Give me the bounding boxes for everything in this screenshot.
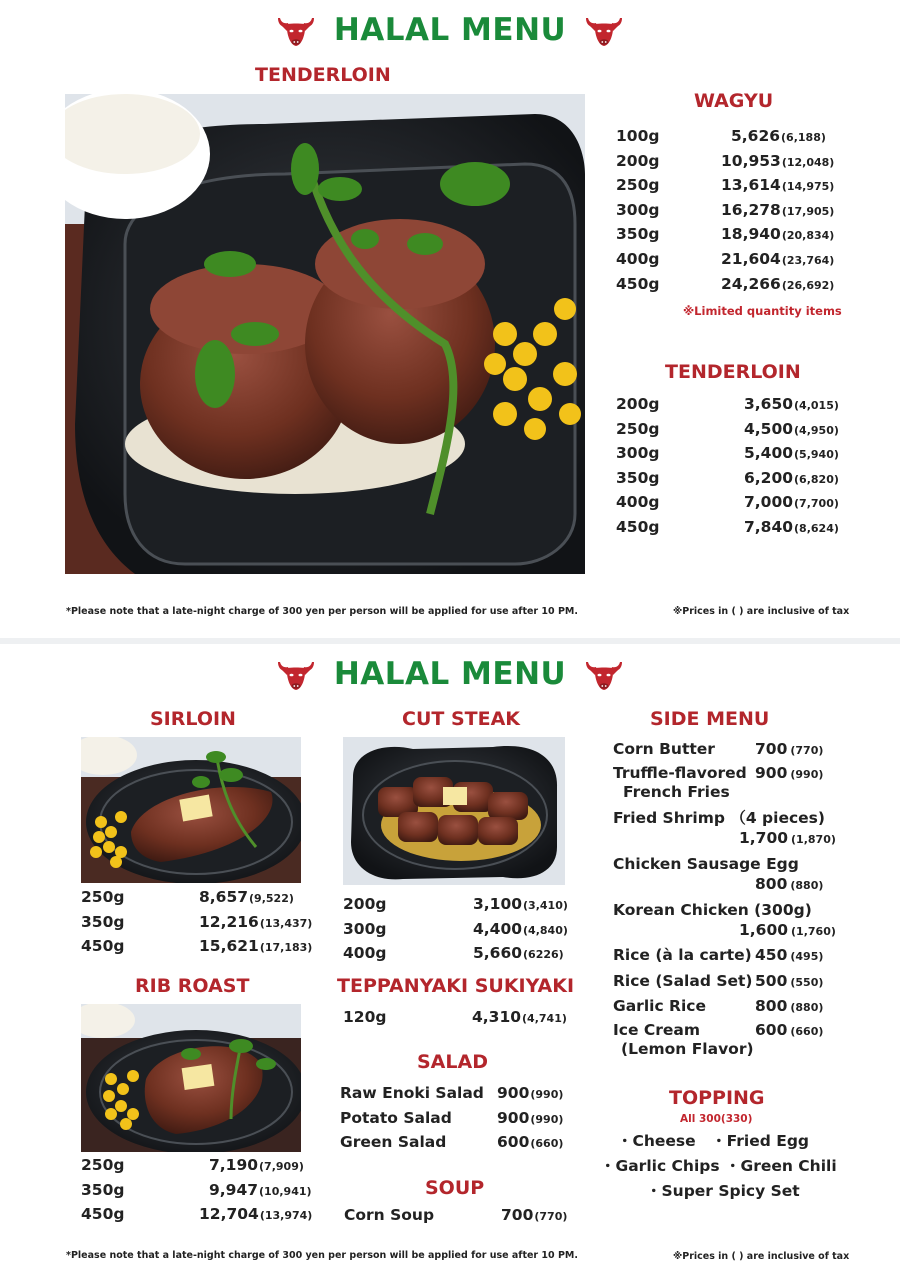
sirloin-photo xyxy=(81,737,301,883)
weight: 450g xyxy=(81,1205,125,1224)
tax-price: (20,834) xyxy=(781,229,835,243)
cut-steak-price-list xyxy=(343,895,573,969)
weight: 120g xyxy=(343,1008,387,1026)
sukiyaki-heading: TEPPANYAKI SUKIYAKI xyxy=(337,975,575,997)
price-amount: 5,400 xyxy=(744,444,794,463)
weight: 250g xyxy=(616,419,660,438)
price xyxy=(755,740,823,760)
price xyxy=(209,1181,312,1199)
price-row xyxy=(616,250,841,275)
tenderloin-photo-heading: TENDERLOIN xyxy=(255,64,391,86)
price xyxy=(755,997,823,1017)
side-item-chicken-sausage-egg xyxy=(613,855,843,895)
topping-line-1: ・Cheese ・Fried Egg xyxy=(617,1132,810,1150)
rib-roast-price-list xyxy=(81,1156,311,1230)
price-amount: 700 xyxy=(501,1206,534,1224)
price-amount: 450 xyxy=(755,946,788,964)
weight: 300g xyxy=(616,444,660,463)
tax-price: (17,183) xyxy=(259,941,313,955)
page-title: HALAL MENU xyxy=(333,656,567,692)
price-row xyxy=(616,444,841,469)
topping-price: All 300(330) xyxy=(680,1113,753,1125)
tenderloin-photo xyxy=(65,94,585,574)
price xyxy=(473,895,568,913)
weight: 450g xyxy=(616,517,660,536)
rib-roast-heading: RIB ROAST xyxy=(135,975,250,997)
tax-price: (660) xyxy=(790,1025,824,1038)
price-row xyxy=(344,1206,574,1231)
price-amount: 800 xyxy=(755,875,788,893)
tax-price: (770) xyxy=(790,744,824,757)
tax-price: (990) xyxy=(530,1112,564,1126)
cut-steak-heading: CUT STEAK xyxy=(402,708,520,730)
price-row xyxy=(343,895,573,920)
price-row xyxy=(616,225,841,250)
price xyxy=(721,250,834,268)
tax-price: (1,870) xyxy=(791,833,836,846)
item-name: Fried Shrimp （4 pieces) xyxy=(613,809,825,827)
price-amount: 9,947 xyxy=(209,1180,259,1199)
price xyxy=(472,1008,567,1026)
price-row xyxy=(81,937,311,962)
item-name: Rice (à la carte) xyxy=(613,946,752,964)
price-amount: 1,600 xyxy=(739,921,789,939)
tax-price: (5,940) xyxy=(794,448,839,462)
price xyxy=(721,275,834,293)
price xyxy=(744,395,839,413)
weight: 450g xyxy=(81,937,125,956)
item-name: Garlic Rice xyxy=(613,997,706,1015)
price xyxy=(721,201,834,219)
price xyxy=(755,764,823,784)
wagyu-price-list xyxy=(616,127,841,299)
price-amount: 15,621 xyxy=(199,937,259,956)
tax-price: (4,950) xyxy=(794,423,839,437)
price xyxy=(199,888,294,906)
weight: 250g xyxy=(616,176,660,195)
side-item-garlic-rice xyxy=(613,997,843,1016)
item-name: Korean Chicken (300g) xyxy=(613,901,812,919)
price xyxy=(473,944,564,962)
price-amount: 4,310 xyxy=(472,1008,522,1026)
price xyxy=(497,1133,563,1151)
bull-logo-left-icon xyxy=(276,656,316,692)
tax-price: (3,410) xyxy=(523,899,568,912)
price-amount: 600 xyxy=(497,1133,530,1152)
price xyxy=(739,921,836,941)
salad-price-list xyxy=(340,1084,570,1158)
price xyxy=(744,518,839,536)
price-row xyxy=(340,1109,570,1134)
price-row xyxy=(616,176,841,201)
price-row xyxy=(81,1181,311,1206)
tax-price: (880) xyxy=(790,879,824,892)
tax-price: (6,820) xyxy=(794,472,839,486)
price xyxy=(473,920,568,938)
item-name-line1: Truffle-flavored xyxy=(613,764,747,782)
page-header xyxy=(0,8,900,52)
price-row xyxy=(616,275,841,300)
item-name: Raw Enoki Salad xyxy=(340,1084,484,1102)
price xyxy=(739,829,836,849)
price xyxy=(497,1084,563,1102)
price-amount: 16,278 xyxy=(721,200,781,219)
tax-price: (10,941) xyxy=(259,1184,312,1198)
price xyxy=(744,469,839,487)
menu-page-2 xyxy=(0,644,900,1272)
weight: 250g xyxy=(81,888,125,906)
sirloin-heading: SIRLOIN xyxy=(150,708,236,730)
tax-price: (770) xyxy=(534,1210,568,1223)
price xyxy=(721,176,834,194)
price xyxy=(755,875,823,895)
limited-quantity-note: ※Limited quantity items xyxy=(683,304,842,318)
price-row xyxy=(343,1008,573,1033)
price-amount: 5,626 xyxy=(731,127,781,145)
rib-roast-photo xyxy=(81,1004,301,1152)
tax-price: (13,437) xyxy=(259,916,313,930)
weight: 400g xyxy=(343,944,387,963)
price-row xyxy=(81,888,311,913)
weight: 350g xyxy=(81,912,125,931)
weight: 250g xyxy=(81,1156,125,1174)
price-row xyxy=(616,152,841,177)
tax-price: (7,909) xyxy=(259,1160,304,1173)
price-row xyxy=(616,395,841,420)
side-item-truffle-fries xyxy=(613,764,843,804)
soup-heading: SOUP xyxy=(425,1177,485,1199)
tax-price: (8,624) xyxy=(794,521,839,535)
wagyu-heading: WAGYU xyxy=(694,90,774,112)
tenderloin-heading: TENDERLOIN xyxy=(665,361,801,383)
weight: 450g xyxy=(616,274,660,293)
weight: 200g xyxy=(343,895,387,913)
tax-price: (13,974) xyxy=(259,1209,313,1223)
item-name: Green Salad xyxy=(340,1133,447,1152)
price-amount: 600 xyxy=(755,1021,788,1039)
tax-price: (550) xyxy=(790,976,824,989)
tax-price: (6226) xyxy=(523,948,564,962)
price xyxy=(497,1109,563,1127)
late-night-note: *Please note that a late-night charge of 300 yen per person will be applied for use after 10 PM. xyxy=(66,1250,578,1261)
tax-price: (4,741) xyxy=(522,1012,567,1025)
price-amount: 1,700 xyxy=(739,829,789,847)
price xyxy=(744,420,839,438)
price-amount: 8,657 xyxy=(199,888,249,906)
price-row xyxy=(616,469,841,494)
late-night-note: *Please note that a late-night charge of 300 yen per person will be applied for use after 10 PM. xyxy=(66,606,578,617)
tax-note: ※Prices in ( ) are inclusive of tax xyxy=(673,1251,850,1262)
tax-price: (4,015) xyxy=(794,399,839,412)
price-amount: 13,614 xyxy=(721,176,781,195)
side-item-fried-shrimp xyxy=(613,809,843,849)
soup-price-list xyxy=(344,1206,574,1231)
price xyxy=(199,1205,312,1223)
price-amount: 3,650 xyxy=(744,395,794,413)
side-item-korean-chicken xyxy=(613,901,843,941)
weight: 300g xyxy=(343,919,387,938)
price xyxy=(755,946,823,966)
price xyxy=(721,152,834,170)
price-row xyxy=(81,1156,311,1181)
topping-line-3: ・Super Spicy Set xyxy=(646,1182,800,1200)
price xyxy=(731,127,826,145)
price xyxy=(755,1021,823,1041)
price xyxy=(755,972,823,992)
tax-price: (26,692) xyxy=(781,278,835,292)
price-row xyxy=(343,920,573,945)
price xyxy=(744,444,839,462)
item-name: Potato Salad xyxy=(340,1108,452,1127)
price xyxy=(199,913,312,931)
side-item-rice-salad-set xyxy=(613,972,843,991)
bull-logo-right-icon xyxy=(584,12,624,48)
price-row xyxy=(616,518,841,543)
weight: 350g xyxy=(81,1180,125,1199)
price-row xyxy=(340,1133,570,1158)
sirloin-price-list xyxy=(81,888,311,962)
topping-heading: TOPPING xyxy=(669,1087,765,1109)
item-name: Rice (Salad Set) xyxy=(613,972,753,990)
price-amount: 4,400 xyxy=(473,919,523,938)
tax-price: (990) xyxy=(790,768,824,781)
price-amount: 12,216 xyxy=(199,912,259,931)
tax-price: (660) xyxy=(530,1137,564,1151)
tax-price: (6,188) xyxy=(781,131,826,144)
price-row xyxy=(616,127,841,152)
price-amount: 5,660 xyxy=(473,944,523,963)
tax-price: (880) xyxy=(790,1001,824,1014)
tax-note: ※Prices in ( ) are inclusive of tax xyxy=(673,606,850,617)
item-name-line1: Ice Cream xyxy=(613,1021,701,1039)
tenderloin-price-list xyxy=(616,395,841,543)
side-item-corn-butter xyxy=(613,740,843,759)
weight: 350g xyxy=(616,225,660,244)
price-amount: 4,500 xyxy=(744,419,794,438)
price-amount: 500 xyxy=(755,972,788,990)
price-amount: 700 xyxy=(755,740,788,758)
tax-price: (12,048) xyxy=(781,155,835,169)
price-amount: 900 xyxy=(497,1108,530,1127)
side-item-rice-carte xyxy=(613,946,843,965)
price-row xyxy=(616,420,841,445)
tax-price: (17,905) xyxy=(781,204,835,218)
item-name: Corn Soup xyxy=(344,1206,435,1224)
weight: 400g xyxy=(616,249,660,268)
cut-steak-photo xyxy=(343,737,565,885)
price xyxy=(199,937,312,955)
tax-price: (9,522) xyxy=(249,892,294,905)
weight: 350g xyxy=(616,468,660,487)
price-amount: 18,940 xyxy=(721,225,781,244)
side-item-ice-cream xyxy=(613,1021,843,1061)
price xyxy=(209,1156,304,1174)
price-row xyxy=(81,913,311,938)
tax-price: (990) xyxy=(530,1088,564,1101)
price-row xyxy=(616,201,841,226)
bull-logo-left-icon xyxy=(276,12,316,48)
weight: 100g xyxy=(616,127,660,145)
tax-price: (1,760) xyxy=(791,925,836,938)
price-amount: 900 xyxy=(755,764,788,782)
price xyxy=(501,1206,567,1224)
sukiyaki-price-list xyxy=(343,1008,573,1033)
price-row xyxy=(343,944,573,969)
price-amount: 6,200 xyxy=(744,468,794,487)
item-name-line2: (Lemon Flavor) xyxy=(621,1040,754,1058)
price-row xyxy=(81,1205,311,1230)
price-amount: 21,604 xyxy=(721,249,781,268)
price-amount: 7,190 xyxy=(209,1156,259,1174)
tax-price: (7,700) xyxy=(794,497,839,511)
item-name: Corn Butter xyxy=(613,740,715,758)
weight: 200g xyxy=(616,395,660,413)
page-title: HALAL MENU xyxy=(333,12,567,48)
price-amount: 12,704 xyxy=(199,1205,259,1224)
price-amount: 24,266 xyxy=(721,274,781,293)
side-menu-heading: SIDE MENU xyxy=(650,708,770,730)
price-amount: 7,840 xyxy=(744,517,794,536)
tax-price: (23,764) xyxy=(781,253,835,267)
tax-price: (495) xyxy=(790,950,824,963)
weight: 400g xyxy=(616,493,660,512)
topping-line-2: ・Garlic Chips ・Green Chili xyxy=(600,1157,837,1175)
tax-price: (4,840) xyxy=(523,923,568,937)
price-amount: 7,000 xyxy=(744,493,794,512)
tax-price: (14,975) xyxy=(781,180,835,194)
bull-logo-right-icon xyxy=(584,656,624,692)
price-row xyxy=(340,1084,570,1109)
item-name-line2: French Fries xyxy=(623,783,730,801)
price-amount: 800 xyxy=(755,997,788,1015)
price xyxy=(721,225,834,243)
item-name: Chicken Sausage Egg xyxy=(613,855,799,873)
price xyxy=(744,493,839,511)
salad-heading: SALAD xyxy=(417,1051,488,1073)
price-amount: 3,100 xyxy=(473,895,523,913)
price-amount: 900 xyxy=(497,1084,530,1102)
price-row xyxy=(616,493,841,518)
weight: 200g xyxy=(616,151,660,170)
weight: 300g xyxy=(616,200,660,219)
page-header xyxy=(0,652,900,696)
price-amount: 10,953 xyxy=(721,151,781,170)
